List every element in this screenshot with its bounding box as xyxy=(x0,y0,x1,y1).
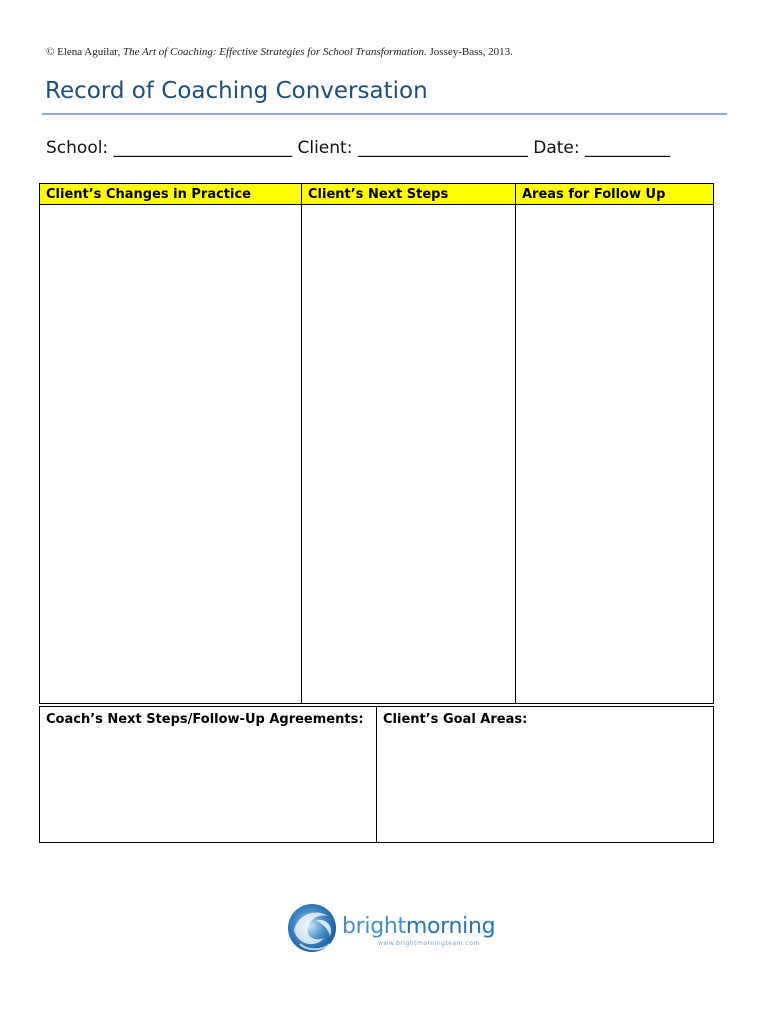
coach-next-steps-label: Coach’s Next Steps/Follow-Up Agreements: xyxy=(46,712,364,727)
brightmorning-logo xyxy=(286,900,496,956)
conversation-table xyxy=(39,183,714,704)
publisher: Jossey-Bass, 2013. xyxy=(426,46,513,58)
logo-url: www.brightmorningteam.com xyxy=(378,940,480,947)
copyright-line xyxy=(46,46,513,58)
wave-logo-icon xyxy=(286,900,342,956)
logo-word-morning: morning xyxy=(405,914,496,939)
book-title: The Art of Coaching: Effective Strategies for School Transformation. xyxy=(122,46,427,58)
bottom-table xyxy=(39,706,714,843)
column-header: Areas for Follow Up xyxy=(516,184,713,205)
title-rule xyxy=(42,113,727,115)
column-header: Client’s Next Steps xyxy=(302,184,515,205)
column-header: Client’s Changes in Practice xyxy=(40,184,301,205)
copyright-prefix: © Elena Aguilar, xyxy=(46,46,123,58)
column-changes-in-practice[interactable] xyxy=(40,184,301,703)
column-next-steps[interactable] xyxy=(301,184,515,703)
logo-word-bright: bright xyxy=(342,914,406,939)
column-follow-up[interactable] xyxy=(515,184,713,703)
form-fields-line: School: _____________________ Client: ____________________ Date: __________ xyxy=(46,138,670,158)
client-goal-areas-label: Client’s Goal Areas: xyxy=(383,712,528,727)
logo-wordmark xyxy=(342,914,495,939)
coach-next-steps-box[interactable] xyxy=(40,707,376,842)
page-title: Record of Coaching Conversation xyxy=(45,78,428,104)
client-goal-areas-box[interactable] xyxy=(376,707,713,842)
